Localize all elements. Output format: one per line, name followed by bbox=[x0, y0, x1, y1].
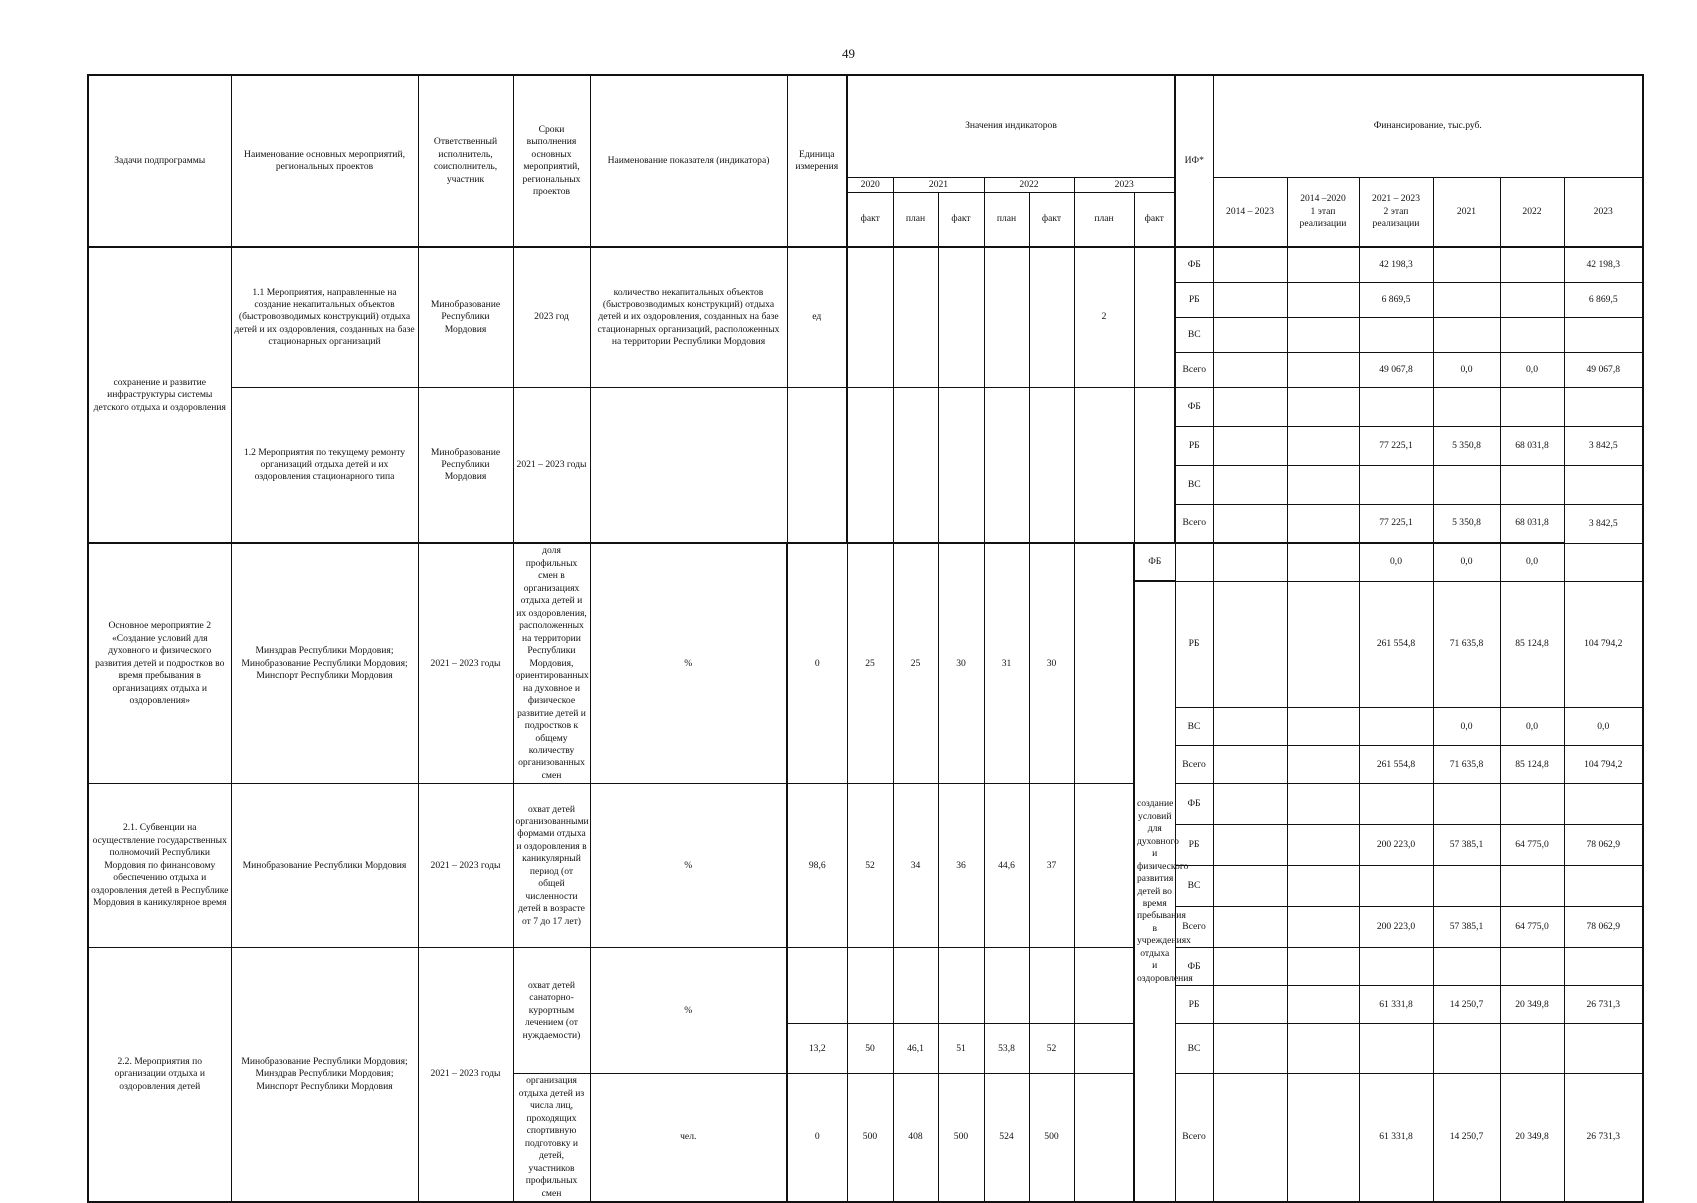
indicator-value bbox=[1029, 247, 1074, 387]
fin-value bbox=[1213, 948, 1287, 986]
source-label: РБ bbox=[1175, 581, 1213, 707]
year-2020: 2020 bbox=[847, 177, 893, 192]
source-label: ФБ bbox=[1175, 948, 1213, 986]
indicator-value: 98,6 bbox=[787, 784, 847, 948]
fin-value bbox=[1500, 1024, 1564, 1074]
indicator-value: 2 bbox=[1074, 247, 1134, 387]
fin-value: 200 223,0 bbox=[1359, 907, 1433, 948]
task-cell: создание условий для духовного и физического развития детей во время пребывания в учреждениях отдыха и оздоровления bbox=[1134, 581, 1175, 1202]
fin-value bbox=[1359, 948, 1433, 986]
header-financing: Финансирование, тыс.руб. bbox=[1213, 75, 1643, 177]
fin-value bbox=[1500, 866, 1564, 907]
measure-name: Основное мероприятие 2 «Создание условий для духовного и физического развития детей и подростков во время пребывания в организациях отдыха и оздоровления» bbox=[88, 543, 231, 783]
indicator-value: 13,2 bbox=[787, 1024, 847, 1074]
measure-indicator: охват детей организованными формами отдыха и оздоровления в каникулярный период (от общей численности детей в возрасте от 7 до 17 лет) bbox=[513, 784, 590, 948]
fin-value bbox=[1287, 986, 1359, 1024]
fin-value bbox=[1359, 708, 1433, 746]
fin-value bbox=[1500, 784, 1564, 825]
fin-value bbox=[1500, 387, 1564, 426]
measure-name: 2.1. Субвенции на осуществление государственных полномочий Республики Мордовия по финансовому обеспечению отдыха и оздоровления детей в Республике Мордовия в каникулярное время bbox=[88, 784, 231, 948]
indicator-value bbox=[1134, 387, 1175, 543]
fin-value: 26 731,3 bbox=[1564, 986, 1643, 1024]
fin-value: 68 031,8 bbox=[1500, 504, 1564, 543]
measure-name: 1.2 Мероприятия по текущему ремонту организаций отдыха детей и их оздоровления стационарного типа bbox=[231, 387, 418, 543]
fin-value bbox=[1433, 282, 1500, 317]
fin-value bbox=[1433, 247, 1500, 282]
fin-value: 85 124,8 bbox=[1500, 581, 1564, 707]
fin-value: 20 349,8 bbox=[1500, 986, 1564, 1024]
header-indicator: Наименование показателя (индикатора) bbox=[590, 75, 787, 247]
indicator-value: 0 bbox=[787, 543, 847, 783]
source-label: ФБ bbox=[1175, 247, 1213, 282]
measure-unit bbox=[787, 387, 847, 543]
fin-value bbox=[1500, 317, 1564, 352]
measure-unit: % bbox=[590, 543, 787, 783]
fin-value bbox=[1433, 317, 1500, 352]
fin-value: 61 331,8 bbox=[1359, 986, 1433, 1024]
sub-plan: план bbox=[984, 192, 1029, 247]
fin-value bbox=[1500, 282, 1564, 317]
fin-value bbox=[1213, 352, 1287, 387]
fin-value: 71 635,8 bbox=[1433, 581, 1500, 707]
fin-value bbox=[1500, 465, 1564, 504]
fin-value bbox=[1433, 1024, 1500, 1074]
measure-indicator bbox=[590, 387, 787, 543]
fin-value bbox=[1213, 1074, 1287, 1202]
measure-unit: ед bbox=[787, 247, 847, 387]
measure-indicator: охват детей санаторно-курортным лечением (от нуждаемости) bbox=[513, 948, 590, 1074]
year-2022: 2022 bbox=[984, 177, 1074, 192]
header-executor: Ответственный исполнитель, соисполнитель, участник bbox=[418, 75, 513, 247]
sub-plan: план bbox=[1074, 192, 1134, 247]
source-label: Всего bbox=[1175, 352, 1213, 387]
measure-unit: % bbox=[590, 948, 787, 1074]
fin-col-2022: 2022 bbox=[1500, 177, 1564, 247]
fin-value bbox=[1213, 1024, 1287, 1074]
sub-fact: факт bbox=[1134, 192, 1175, 247]
fin-value bbox=[1433, 465, 1500, 504]
fin-col-stage2: 2021 – 2023 2 этап реализации bbox=[1359, 177, 1433, 247]
fin-value bbox=[1213, 581, 1287, 707]
indicator-value: 37 bbox=[1029, 784, 1074, 948]
source-label: ФБ bbox=[1175, 387, 1213, 426]
indicator-value: 0 bbox=[787, 1074, 847, 1202]
fin-value: 26 731,3 bbox=[1564, 1074, 1643, 1202]
header-unit: Единица измерения bbox=[787, 75, 847, 247]
fin-value bbox=[1287, 708, 1359, 746]
indicator-value: 524 bbox=[984, 1074, 1029, 1202]
fin-value: 5 350,8 bbox=[1433, 426, 1500, 465]
indicator-value bbox=[893, 247, 938, 387]
indicator-value bbox=[1029, 387, 1074, 543]
fin-value: 57 385,1 bbox=[1433, 825, 1500, 866]
fin-value bbox=[1359, 784, 1433, 825]
indicator-value: 500 bbox=[1029, 1074, 1074, 1202]
fin-value bbox=[1564, 387, 1643, 426]
fin-value: 104 794,2 bbox=[1564, 581, 1643, 707]
fin-value bbox=[1287, 465, 1359, 504]
indicator-value-blank bbox=[1074, 948, 1134, 1024]
measure-indicator: организация отдыха детей из числа лиц, проходящих спортивную подготовку и детей, участников профильных смен bbox=[513, 1074, 590, 1202]
source-label: ВС bbox=[1175, 866, 1213, 907]
fin-value: 0,0 bbox=[1564, 708, 1643, 746]
fin-value: 85 124,8 bbox=[1500, 746, 1564, 784]
fin-value bbox=[1213, 708, 1287, 746]
fin-value: 20 349,8 bbox=[1500, 1074, 1564, 1202]
fin-value bbox=[1287, 317, 1359, 352]
fin-value: 6 869,5 bbox=[1359, 282, 1433, 317]
fin-value: 71 635,8 bbox=[1433, 746, 1500, 784]
indicator-value bbox=[1074, 543, 1134, 783]
measure-unit: % bbox=[590, 784, 787, 948]
fin-value: 0,0 bbox=[1500, 543, 1564, 581]
fin-value: 64 775,0 bbox=[1500, 825, 1564, 866]
fin-value bbox=[1213, 907, 1287, 948]
fin-value bbox=[1213, 282, 1287, 317]
source-label: РБ bbox=[1175, 986, 1213, 1024]
fin-value bbox=[1287, 247, 1359, 282]
fin-value bbox=[1213, 387, 1287, 426]
indicator-value: 500 bbox=[938, 1074, 984, 1202]
fin-value bbox=[1287, 1024, 1359, 1074]
fin-value: 200 223,0 bbox=[1359, 825, 1433, 866]
measure-executor: Минобразование Республики Мордовия bbox=[231, 784, 418, 948]
fin-value: 49 067,8 bbox=[1564, 352, 1643, 387]
indicator-value bbox=[984, 387, 1029, 543]
indicator-value bbox=[1134, 247, 1175, 387]
sub-plan: план bbox=[893, 192, 938, 247]
fin-value bbox=[1287, 426, 1359, 465]
indicator-value: 44,6 bbox=[984, 784, 1029, 948]
source-label: Всего bbox=[1175, 1074, 1213, 1202]
source-label: Всего bbox=[1175, 504, 1213, 543]
fin-value bbox=[1287, 282, 1359, 317]
fin-value bbox=[1564, 866, 1643, 907]
fin-value bbox=[1287, 1074, 1359, 1202]
fin-value: 0,0 bbox=[1433, 543, 1500, 581]
year-2021: 2021 bbox=[893, 177, 984, 192]
fin-value: 261 554,8 bbox=[1359, 746, 1433, 784]
indicator-value bbox=[847, 387, 893, 543]
measure-terms: 2021 – 2023 годы bbox=[418, 784, 513, 948]
measure-executor: Минобразование Республики Мордовия bbox=[418, 387, 513, 543]
indicator-value: 31 bbox=[984, 543, 1029, 783]
fin-value bbox=[1287, 504, 1359, 543]
indicator-value: 36 bbox=[938, 784, 984, 948]
fin-value bbox=[1433, 948, 1500, 986]
fin-value bbox=[1359, 1024, 1433, 1074]
fin-value: 64 775,0 bbox=[1500, 907, 1564, 948]
indicator-value: 52 bbox=[1029, 1024, 1074, 1074]
fin-value bbox=[1287, 581, 1359, 707]
indicator-value bbox=[1074, 784, 1134, 948]
fin-value bbox=[1564, 1024, 1643, 1074]
fin-value bbox=[1564, 465, 1643, 504]
program-table bbox=[87, 74, 1644, 1203]
measure-terms: 2021 – 2023 годы bbox=[513, 387, 590, 543]
indicator-value-blank bbox=[1029, 948, 1074, 1024]
fin-value: 261 554,8 bbox=[1359, 581, 1433, 707]
fin-value: 14 250,7 bbox=[1433, 1074, 1500, 1202]
indicator-value-blank bbox=[787, 948, 847, 1024]
fin-value bbox=[1433, 866, 1500, 907]
fin-value bbox=[1213, 504, 1287, 543]
header-task: Задачи подпрограммы bbox=[88, 75, 231, 247]
measure-executor: Минобразование Республики Мордовия; Минздрав Республики Мордовия; Минспорт Республики Мордовия bbox=[231, 948, 418, 1202]
fin-value bbox=[1433, 784, 1500, 825]
source-label: Всего bbox=[1175, 746, 1213, 784]
fin-value: 0,0 bbox=[1500, 352, 1564, 387]
indicator-value-blank bbox=[893, 948, 938, 1024]
fin-value bbox=[1359, 465, 1433, 504]
source-label: РБ bbox=[1175, 426, 1213, 465]
measure-name: 2.2. Мероприятия по организации отдыха и оздоровления детей bbox=[88, 948, 231, 1202]
measure-name: 1.1 Мероприятия, направленные на создание некапитальных объектов (быстровозводимых конструкций) отдыха детей и их оздоровления, созданных на базе стационарных организаций bbox=[231, 247, 418, 387]
fin-value bbox=[1287, 746, 1359, 784]
fin-value: 68 031,8 bbox=[1500, 426, 1564, 465]
fin-col-stage1: 2014 –2020 1 этап реализации bbox=[1287, 177, 1359, 247]
sub-fact: факт bbox=[847, 192, 893, 247]
indicator-value: 500 bbox=[847, 1074, 893, 1202]
fin-value: 78 062,9 bbox=[1564, 907, 1643, 948]
indicator-value: 30 bbox=[938, 543, 984, 783]
indicator-value-blank bbox=[984, 948, 1029, 1024]
fin-value bbox=[1287, 387, 1359, 426]
fin-value bbox=[1287, 825, 1359, 866]
fin-value bbox=[1500, 948, 1564, 986]
fin-value bbox=[1213, 426, 1287, 465]
source-label: ВС bbox=[1175, 708, 1213, 746]
sub-fact: факт bbox=[1029, 192, 1074, 247]
header-indicator-values: Значения индикаторов bbox=[847, 75, 1175, 177]
indicator-value: 51 bbox=[938, 1024, 984, 1074]
fin-value bbox=[1213, 247, 1287, 282]
fin-value bbox=[1213, 465, 1287, 504]
fin-value bbox=[1287, 543, 1359, 581]
fin-value bbox=[1175, 543, 1213, 581]
indicator-value bbox=[847, 247, 893, 387]
fin-value bbox=[1564, 317, 1643, 352]
fin-value: 57 385,1 bbox=[1433, 907, 1500, 948]
measure-indicator: доля профильных смен в организациях отдыха детей и их оздоровления, расположенных на территории Республики Мордовия, ориентированных на духовное и физическое развитие детей и подростков к общему количеству организованных смен bbox=[513, 543, 590, 783]
header-measure: Наименование основных мероприятий, региональных проектов bbox=[231, 75, 418, 247]
fin-value bbox=[1287, 907, 1359, 948]
indicator-value: 25 bbox=[847, 543, 893, 783]
fin-value: 0,0 bbox=[1359, 543, 1433, 581]
source-label: ФБ bbox=[1134, 543, 1175, 581]
fin-value: 77 225,1 bbox=[1359, 426, 1433, 465]
page-number: 49 bbox=[842, 46, 855, 61]
indicator-value: 52 bbox=[847, 784, 893, 948]
fin-col-total: 2014 – 2023 bbox=[1213, 177, 1287, 247]
fin-value: 14 250,7 bbox=[1433, 986, 1500, 1024]
fin-value bbox=[1213, 825, 1287, 866]
fin-value: 78 062,9 bbox=[1564, 825, 1643, 866]
indicator-value bbox=[1074, 387, 1134, 543]
fin-value: 49 067,8 bbox=[1359, 352, 1433, 387]
fin-value: 3 842,5 bbox=[1564, 426, 1643, 465]
fin-value bbox=[1500, 247, 1564, 282]
sub-fact: факт bbox=[938, 192, 984, 247]
fin-value: 0,0 bbox=[1433, 708, 1500, 746]
measure-executor: Минздрав Республики Мордовия; Минобразование Республики Мордовия; Минспорт Республики Мордовия bbox=[231, 543, 418, 783]
source-label: ВС bbox=[1175, 465, 1213, 504]
indicator-value: 30 bbox=[1029, 543, 1074, 783]
measure-terms: 2023 год bbox=[513, 247, 590, 387]
fin-value bbox=[1213, 784, 1287, 825]
fin-value bbox=[1564, 948, 1643, 986]
fin-value: 61 331,8 bbox=[1359, 1074, 1433, 1202]
source-label: ФБ bbox=[1175, 784, 1213, 825]
indicator-value: 50 bbox=[847, 1024, 893, 1074]
fin-value bbox=[1287, 352, 1359, 387]
source-label: ВС bbox=[1175, 1024, 1213, 1074]
fin-value: 0,0 bbox=[1433, 352, 1500, 387]
header-source: ИФ* bbox=[1175, 75, 1213, 247]
fin-value: 3 842,5 bbox=[1564, 504, 1643, 543]
source-label: Всего bbox=[1175, 907, 1213, 948]
fin-value bbox=[1213, 986, 1287, 1024]
fin-value bbox=[1287, 866, 1359, 907]
year-2023: 2023 bbox=[1074, 177, 1175, 192]
indicator-value: 34 bbox=[893, 784, 938, 948]
fin-value bbox=[1359, 387, 1433, 426]
task-cell: сохранение и развитие инфраструктуры системы детского отдыха и оздоровления bbox=[88, 247, 231, 543]
indicator-value bbox=[938, 247, 984, 387]
fin-col-2023: 2023 bbox=[1564, 177, 1643, 247]
fin-value bbox=[1213, 746, 1287, 784]
indicator-value bbox=[1074, 1074, 1134, 1202]
indicator-value bbox=[1074, 1024, 1134, 1074]
indicator-value bbox=[938, 387, 984, 543]
measure-executor: Минобразование Республики Мордовия bbox=[418, 247, 513, 387]
fin-value: 104 794,2 bbox=[1564, 746, 1643, 784]
measure-unit: чел. bbox=[590, 1074, 787, 1202]
fin-value bbox=[1287, 784, 1359, 825]
fin-value: 42 198,3 bbox=[1564, 247, 1643, 282]
fin-value: 5 350,8 bbox=[1433, 504, 1500, 543]
indicator-value: 46,1 bbox=[893, 1024, 938, 1074]
indicator-value: 53,8 bbox=[984, 1024, 1029, 1074]
fin-value bbox=[1287, 948, 1359, 986]
indicator-value-blank bbox=[938, 948, 984, 1024]
fin-value: 42 198,3 bbox=[1359, 247, 1433, 282]
header-terms: Сроки выполнения основных мероприятий, региональных проектов bbox=[513, 75, 590, 247]
fin-value bbox=[1359, 866, 1433, 907]
fin-value: 77 225,1 bbox=[1359, 504, 1433, 543]
fin-value bbox=[1213, 543, 1287, 581]
fin-value: 0,0 bbox=[1500, 708, 1564, 746]
fin-value bbox=[1213, 866, 1287, 907]
measure-indicator: количество некапитальных объектов (быстровозводимых конструкций) отдыха детей и их оздоровления, созданных на базе стационарных организаций, расположенных на территории Республики Мордовия bbox=[590, 247, 787, 387]
indicator-value bbox=[984, 247, 1029, 387]
fin-value bbox=[1433, 387, 1500, 426]
measure-terms: 2021 – 2023 годы bbox=[418, 543, 513, 783]
indicator-value: 408 bbox=[893, 1074, 938, 1202]
indicator-value-blank bbox=[847, 948, 893, 1024]
fin-value: 6 869,5 bbox=[1564, 282, 1643, 317]
fin-value bbox=[1564, 784, 1643, 825]
source-label: РБ bbox=[1175, 825, 1213, 866]
fin-value bbox=[1359, 317, 1433, 352]
indicator-value: 25 bbox=[893, 543, 938, 783]
fin-value bbox=[1213, 317, 1287, 352]
fin-col-2021: 2021 bbox=[1433, 177, 1500, 247]
indicator-value bbox=[893, 387, 938, 543]
source-label: РБ bbox=[1175, 282, 1213, 317]
source-label: ВС bbox=[1175, 317, 1213, 352]
measure-terms: 2021 – 2023 годы bbox=[418, 948, 513, 1202]
